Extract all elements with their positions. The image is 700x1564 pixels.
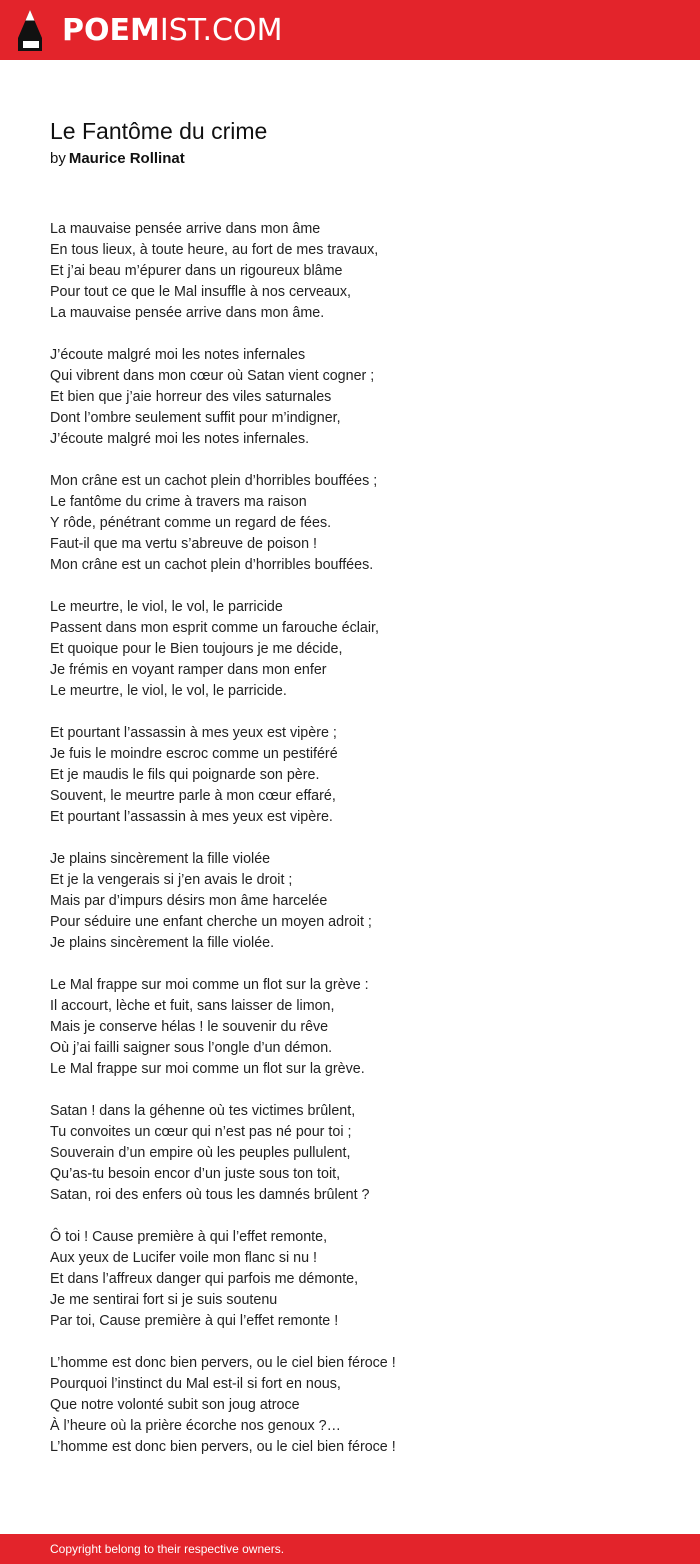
poem-line: Je plains sincèrement la fille violée. xyxy=(50,935,275,951)
poem-line: Et pourtant l’assassin à mes yeux est vipère. xyxy=(50,809,333,825)
stanza xyxy=(50,219,670,324)
stanza xyxy=(50,597,670,702)
stanza xyxy=(50,723,670,828)
logo-text xyxy=(62,10,282,51)
poem-line: Ô toi ! Cause première à qui l’effet remonte, xyxy=(50,1229,328,1245)
poem-line: Mon crâne est un cachot plein d’horribles bouffées. xyxy=(50,557,374,573)
poem-line: Souvent, le meurtre parle à mon cœur effaré, xyxy=(50,788,336,804)
poem-line: J’écoute malgré moi les notes infernales xyxy=(50,347,306,363)
poem-line: Souverain d’un empire où les peuples pullulent, xyxy=(50,1145,351,1161)
poem-line: Satan ! dans la géhenne où tes victimes brûlent, xyxy=(50,1103,356,1119)
poem-title: Le Fantôme du crime xyxy=(50,118,268,144)
poem-line: Le meurtre, le viol, le vol, le parricide xyxy=(50,599,283,615)
poem-line: Le meurtre, le viol, le vol, le parricide. xyxy=(50,683,287,699)
poem-line: Passent dans mon esprit comme un farouche éclair, xyxy=(50,620,379,636)
poem-line: La mauvaise pensée arrive dans mon âme xyxy=(50,221,321,237)
poem-line: Le fantôme du crime à travers ma raison xyxy=(50,494,307,510)
poem-line: En tous lieux, à toute heure, au fort de mes travaux, xyxy=(50,242,379,258)
poem-line: Et quoique pour le Bien toujours je me décide, xyxy=(50,641,343,657)
byline-prefix: by xyxy=(50,150,66,167)
poem-line: L’homme est donc bien pervers, ou le ciel bien féroce ! xyxy=(50,1355,396,1371)
stanza xyxy=(50,1353,670,1458)
poem-line: Mais par d’impurs désirs mon âme harcelée xyxy=(50,893,328,909)
poem-line: Pour tout ce que le Mal insuffle à nos cerveaux, xyxy=(50,284,351,300)
poem-line: Et j’ai beau m’épurer dans un rigoureux blâme xyxy=(50,263,343,279)
poem-line: Satan, roi des enfers où tous les damnés brûlent ? xyxy=(50,1187,370,1203)
poem-line: Je frémis en voyant ramper dans mon enfer xyxy=(50,662,327,678)
logo-text-light: IST.COM xyxy=(159,13,283,48)
poem-line: Dont l’ombre seulement suffit pour m’indigner, xyxy=(50,410,341,426)
poem-line: Où j’ai failli saigner sous l’ongle d’un démon. xyxy=(50,1040,333,1056)
poem-line: La mauvaise pensée arrive dans mon âme. xyxy=(50,305,325,321)
poem-line: Je plains sincèrement la fille violée xyxy=(50,851,271,867)
poem-line: Qu’as-tu besoin encor d’un juste sous ton toit, xyxy=(50,1166,341,1182)
poem-line: Y rôde, pénétrant comme un regard de fées. xyxy=(50,515,332,531)
poem-body xyxy=(50,219,670,1479)
poem-line: Et dans l’affreux danger qui parfois me démonte, xyxy=(50,1271,359,1287)
poem-line: Je me sentirai fort si je suis soutenu xyxy=(50,1292,278,1308)
poem-line: Tu convoites un cœur qui n’est pas né pour toi ; xyxy=(50,1124,352,1140)
poem-line: À l’heure où la prière écorche nos genoux ?… xyxy=(50,1418,341,1434)
poem-line: Aux yeux de Lucifer voile mon flanc si nu ! xyxy=(50,1250,318,1266)
poem-line: Faut-il que ma vertu s’abreuve de poison ! xyxy=(50,536,318,552)
poem-line: Et je la vengerais si j’en avais le droit ; xyxy=(50,872,293,888)
poem-line: Et je maudis le fils qui poignarde son père. xyxy=(50,767,320,783)
byline xyxy=(50,148,650,170)
pencil-icon xyxy=(18,10,42,51)
stanza xyxy=(50,1101,670,1206)
poem-line: J’écoute malgré moi les notes infernales. xyxy=(50,431,310,447)
stanza xyxy=(50,975,670,1080)
poem-line: Par toi, Cause première à qui l’effet remonte ! xyxy=(50,1313,339,1329)
poem-line: Mais je conserve hélas ! le souvenir du rêve xyxy=(50,1019,329,1035)
stanza xyxy=(50,471,670,576)
poem-line: Que notre volonté subit son joug atroce xyxy=(50,1397,300,1413)
logo-text-bold: POEM xyxy=(62,13,160,48)
author-name[interactable]: Maurice Rollinat xyxy=(68,150,185,167)
poem-line: Qui vibrent dans mon cœur où Satan vient cogner ; xyxy=(50,368,375,384)
copyright-text: Copyright belong to their respective owners. xyxy=(50,1542,285,1556)
site-footer xyxy=(0,1534,700,1564)
poem-line: Et pourtant l’assassin à mes yeux est vipère ; xyxy=(50,725,337,741)
poem-line: L’homme est donc bien pervers, ou le ciel bien féroce ! xyxy=(50,1439,396,1455)
poem-line: Le Mal frappe sur moi comme un flot sur la grève : xyxy=(50,977,369,993)
site-header xyxy=(0,0,700,60)
poem-line: Mon crâne est un cachot plein d’horribles bouffées ; xyxy=(50,473,378,489)
poem-line: Je fuis le moindre escroc comme un pestiféré xyxy=(50,746,338,762)
stanza xyxy=(50,345,670,450)
poem-line: Pourquoi l’instinct du Mal est-il si fort en nous, xyxy=(50,1376,341,1392)
poem-line: Et bien que j’aie horreur des viles saturnales xyxy=(50,389,332,405)
poem-line: Le Mal frappe sur moi comme un flot sur la grève. xyxy=(50,1061,365,1077)
poem-line: Pour séduire une enfant cherche un moyen adroit ; xyxy=(50,914,372,930)
poem-line: Il accourt, lèche et fuit, sans laisser de limon, xyxy=(50,998,335,1014)
stanza xyxy=(50,1227,670,1332)
poem-heading xyxy=(50,116,650,170)
site-logo[interactable] xyxy=(18,10,282,51)
stanza xyxy=(50,849,670,954)
